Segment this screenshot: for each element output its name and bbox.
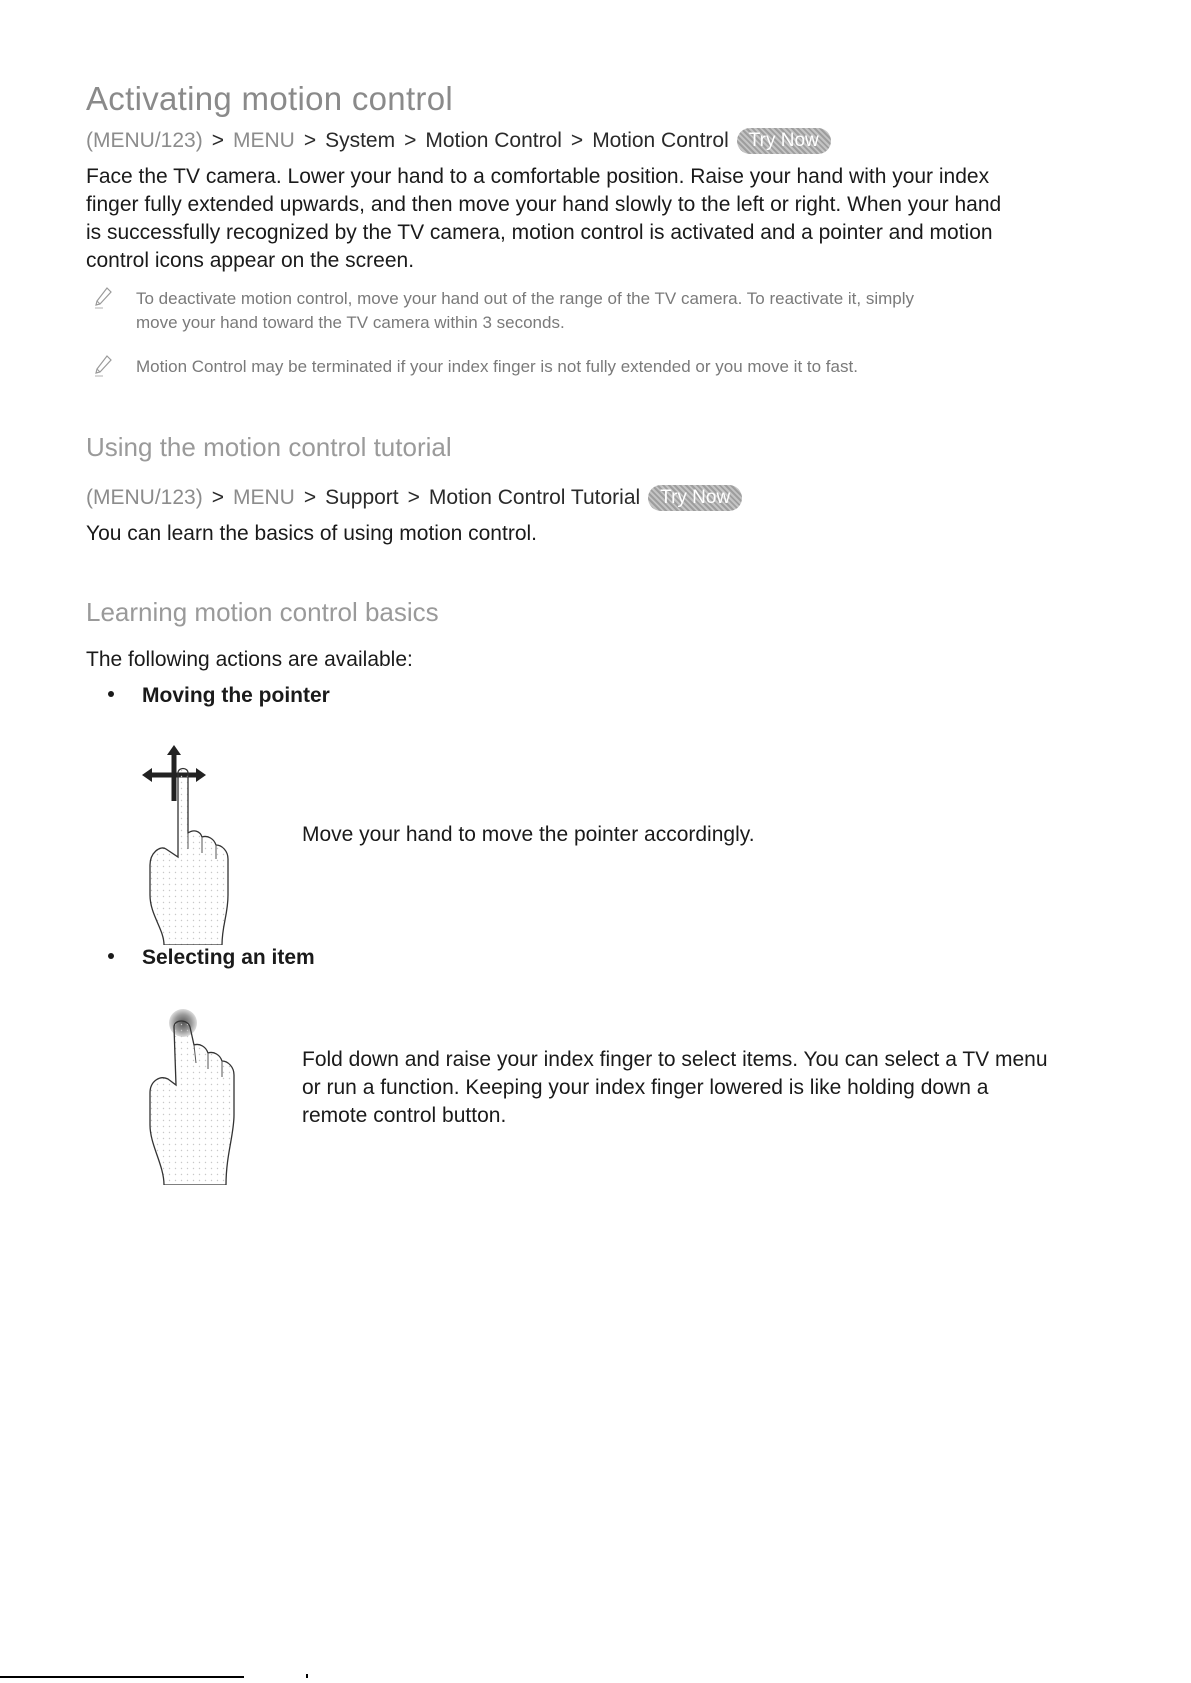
path-separator-icon: > (211, 486, 224, 509)
intro-paragraph (86, 163, 1001, 275)
intro-line: is successfully recognized by the TV camera, motion control is activated and a pointer and motion (86, 221, 993, 244)
note-deactivate (86, 287, 1106, 335)
note-line: Motion Control may be terminated if your index finger is not fully extended or you move it to fast. (136, 357, 858, 376)
menu-path-tutorial (86, 485, 742, 511)
action-description (302, 821, 755, 849)
action-label: Moving the pointer (142, 684, 330, 707)
action-desc-line: Move your hand to move the pointer accordingly. (302, 823, 755, 846)
page-title: Activating motion control (86, 80, 454, 117)
tutorial-text: You can learn the basics of using motion control. (86, 522, 537, 545)
menu-path-item: System (325, 129, 396, 152)
footer-rule (0, 1676, 244, 1678)
path-separator-icon: > (404, 129, 417, 152)
path-separator-icon: > (211, 129, 224, 152)
note-text (136, 355, 1106, 379)
note-line: move your hand toward the TV camera within 3 seconds. (136, 313, 565, 332)
tutorial-heading: Using the motion control tutorial (86, 432, 452, 462)
note-line: To deactivate motion control, move your hand out of the range of the TV camera. To reactivate it, simply (136, 289, 914, 308)
menu-path-prefix: (MENU/123) (86, 486, 203, 509)
menu-path-item: Motion Control (592, 129, 729, 152)
bullet-icon (108, 953, 114, 959)
menu-path-item: Motion Control Tutorial (428, 486, 641, 509)
action-moving-pointer (108, 684, 330, 708)
try-now-button[interactable]: Try Now (737, 128, 831, 154)
action-desc-line: Fold down and raise your index finger to select items. You can select a TV menu (302, 1048, 1048, 1071)
intro-line: finger fully extended upwards, and then move your hand slowly to the left or right. When your hand (86, 193, 1002, 216)
path-separator-icon: > (570, 129, 584, 152)
menu-path-menu: MENU (232, 486, 295, 509)
menu-path-prefix: (MENU/123) (86, 129, 203, 152)
path-separator-icon: > (303, 486, 317, 509)
action-description (302, 1046, 1048, 1130)
bullet-icon (108, 691, 114, 697)
menu-path-item: Support (325, 486, 399, 509)
try-now-button[interactable]: Try Now (648, 485, 742, 511)
hand-select-icon (138, 1005, 258, 1185)
basics-heading: Learning motion control basics (86, 597, 439, 627)
menu-path-motion-control (86, 128, 831, 154)
action-label: Selecting an item (142, 946, 315, 969)
pencil-note-icon (94, 287, 112, 309)
note-text (136, 287, 1106, 335)
hand-move-pointer-icon (138, 745, 258, 945)
action-desc-line: or run a function. Keeping your index finger lowered is like holding down a (302, 1076, 989, 1099)
menu-path-menu: MENU (232, 129, 295, 152)
action-desc-line: remote control button. (302, 1104, 507, 1127)
footer-mark (306, 1674, 308, 1678)
pencil-note-icon (94, 355, 112, 377)
intro-line: Face the TV camera. Lower your hand to a comfortable position. Raise your hand with your index (86, 165, 990, 188)
path-separator-icon: > (303, 129, 317, 152)
basics-intro: The following actions are available: (86, 648, 413, 671)
menu-path-item: Motion Control (425, 129, 562, 152)
path-separator-icon: > (407, 486, 420, 509)
action-selecting-item (108, 946, 315, 970)
note-termination (86, 355, 1106, 379)
intro-line: control icons appear on the screen. (86, 249, 415, 272)
